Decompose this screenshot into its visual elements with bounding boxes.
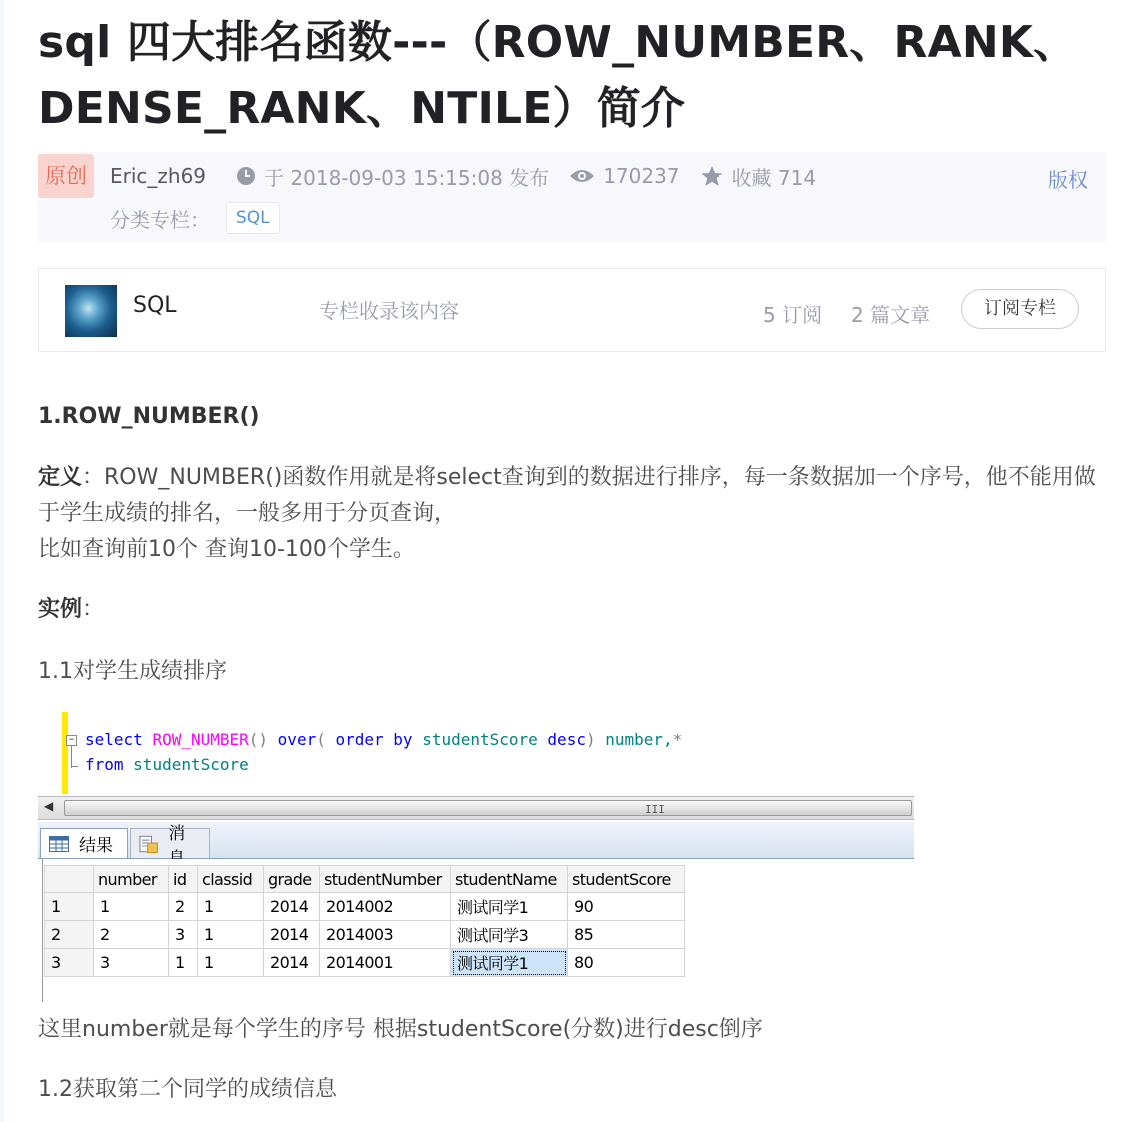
grid-header-cell: id	[169, 866, 198, 893]
publish-time-text: 于 2018-09-03 15:15:08 发布	[264, 165, 550, 190]
explanation-paragraph: 这里number就是每个学生的序号 根据studentScore(分数)进行desc倒序	[38, 1017, 763, 1042]
col-studentscore: studentScore	[422, 730, 538, 749]
column-avatar[interactable]	[65, 285, 117, 337]
scroll-thumb	[64, 800, 912, 816]
clock-icon	[236, 166, 256, 186]
row-number-cell: 2	[45, 921, 94, 949]
grid-cell: 1	[94, 893, 169, 921]
grid-cell: 2014	[264, 921, 320, 949]
subscribe-column-button[interactable]: 订阅专栏	[961, 289, 1079, 329]
grid-cell: 2014002	[320, 893, 451, 921]
star: *	[672, 730, 683, 749]
grid-cell: 测试同学3	[451, 921, 568, 949]
kw-order-by: order by	[335, 730, 413, 749]
star-icon	[700, 165, 724, 187]
tab-results	[40, 828, 128, 858]
grid-header-cell: number	[94, 866, 169, 893]
favorite-button[interactable]	[700, 162, 817, 191]
grid-cell: 2014003	[320, 921, 451, 949]
publish-time	[236, 162, 549, 191]
tab-messages	[130, 823, 210, 858]
collapse-toggle-icon: −	[66, 735, 77, 746]
grid-cell: 2014	[264, 893, 320, 921]
grid-header-cell: grade	[264, 866, 320, 893]
horizontal-scrollbar	[38, 796, 914, 820]
kw-desc: desc	[547, 730, 586, 749]
grid-header-cell: studentNumber	[320, 866, 451, 893]
results-tabbar	[38, 822, 914, 859]
author-link[interactable]: Eric_zh69	[110, 164, 207, 188]
grid-cell: 1	[198, 921, 264, 949]
category-row	[110, 202, 280, 234]
grid-header-row	[45, 866, 685, 893]
favorite-text: 收藏 714	[731, 165, 817, 190]
paren: ()	[248, 730, 269, 749]
results-area	[38, 859, 914, 1002]
kw-from: from	[85, 755, 124, 774]
code-line-2	[85, 755, 249, 774]
subheading-2: 1.2获取第二个同学的成绩信息	[38, 1077, 337, 1102]
column-card[interactable]	[38, 268, 1106, 352]
kw-over: over	[277, 730, 317, 749]
definition-text-2: 比如查询前10个 查询10-100个学生。	[38, 537, 415, 562]
example-paragraph	[38, 592, 1108, 628]
grid-cell: 2014001	[320, 949, 451, 977]
table-row	[45, 949, 685, 977]
eye-icon	[569, 166, 595, 186]
meta-row	[110, 160, 836, 192]
definition-text: ：ROW_NUMBER()函数作用就是将select查询到的数据进行排序，每一条数据加一个序号，他不能用做于学生成绩的排名，一般多用于分页查询，	[38, 465, 1096, 526]
results-border	[42, 859, 43, 1002]
table-row	[45, 893, 685, 921]
example-label: 实例	[38, 597, 83, 622]
section-heading: 1.ROW_NUMBER()	[38, 404, 260, 429]
grid-header-cell	[45, 866, 94, 893]
fn-row-number: ROW_NUMBER	[152, 730, 249, 749]
article-title: sql 四大排名函数---（ROW_NUMBER、RANK、DENSE_RANK、NTILE）简介	[38, 17, 1078, 134]
alias-number: number,	[605, 730, 673, 749]
grid-cell: 90	[568, 893, 685, 921]
column-description: 专栏收录该内容	[319, 299, 459, 323]
code-line-1	[85, 730, 682, 749]
scroll-grip-icon: III	[645, 803, 665, 816]
grid-icon	[49, 836, 69, 852]
open-paren: (	[316, 730, 326, 749]
scroll-left-arrow-icon: ◀	[44, 799, 54, 813]
view-count	[569, 164, 679, 188]
definition-paragraph	[38, 460, 1108, 568]
grid-cell: 3	[94, 949, 169, 977]
grid-header-cell: classid	[198, 866, 264, 893]
category-label: 分类专栏：	[110, 207, 210, 232]
subheading-1: 1.1对学生成绩排序	[38, 659, 227, 684]
grid-cell: 80	[568, 949, 685, 977]
tab-messages-label: 消	[168, 823, 186, 844]
sql-editor	[38, 712, 914, 794]
row-number-cell: 1	[45, 893, 94, 921]
editor-change-margin	[62, 712, 68, 794]
page-left-edge	[0, 0, 4, 1122]
tab-results-label: 结果	[79, 836, 113, 856]
article-meta	[38, 152, 1106, 242]
grid-cell: 2	[169, 893, 198, 921]
copyright-link[interactable]: 版权	[1048, 168, 1088, 192]
ssms-screenshot	[38, 712, 914, 1002]
original-badge: 原创	[38, 154, 94, 198]
grid-cell: 1	[198, 949, 264, 977]
messages-icon	[139, 834, 158, 854]
row-number-cell: 3	[45, 949, 94, 977]
close-paren: )	[585, 730, 596, 749]
selected-grid-cell: 测试同学1	[451, 949, 568, 977]
results-grid	[44, 865, 685, 977]
view-count-text: 170237	[603, 164, 680, 188]
outline-tick	[71, 766, 78, 767]
grid-cell: 2014	[264, 949, 320, 977]
grid-cell: 1	[169, 949, 198, 977]
grid-header-cell: studentName	[451, 866, 568, 893]
grid-header-cell: studentScore	[568, 866, 685, 893]
category-tag-sql[interactable]: SQL	[226, 202, 280, 234]
example-colon: ：	[82, 597, 105, 622]
grid-cell: 1	[198, 893, 264, 921]
column-subscriber-count: 5 订阅	[763, 303, 823, 327]
table-row	[45, 921, 685, 949]
column-name[interactable]: SQL	[133, 293, 177, 318]
outline-line	[71, 746, 72, 768]
table-studentscore: studentScore	[133, 755, 249, 774]
grid-cell: 85	[568, 921, 685, 949]
column-article-count: 2 篇文章	[851, 303, 931, 327]
grid-cell: 2	[94, 921, 169, 949]
grid-cell: 测试同学1	[451, 893, 568, 921]
definition-label: 定义	[38, 465, 83, 490]
grid-cell: 3	[169, 921, 198, 949]
kw-select: select	[85, 730, 143, 749]
